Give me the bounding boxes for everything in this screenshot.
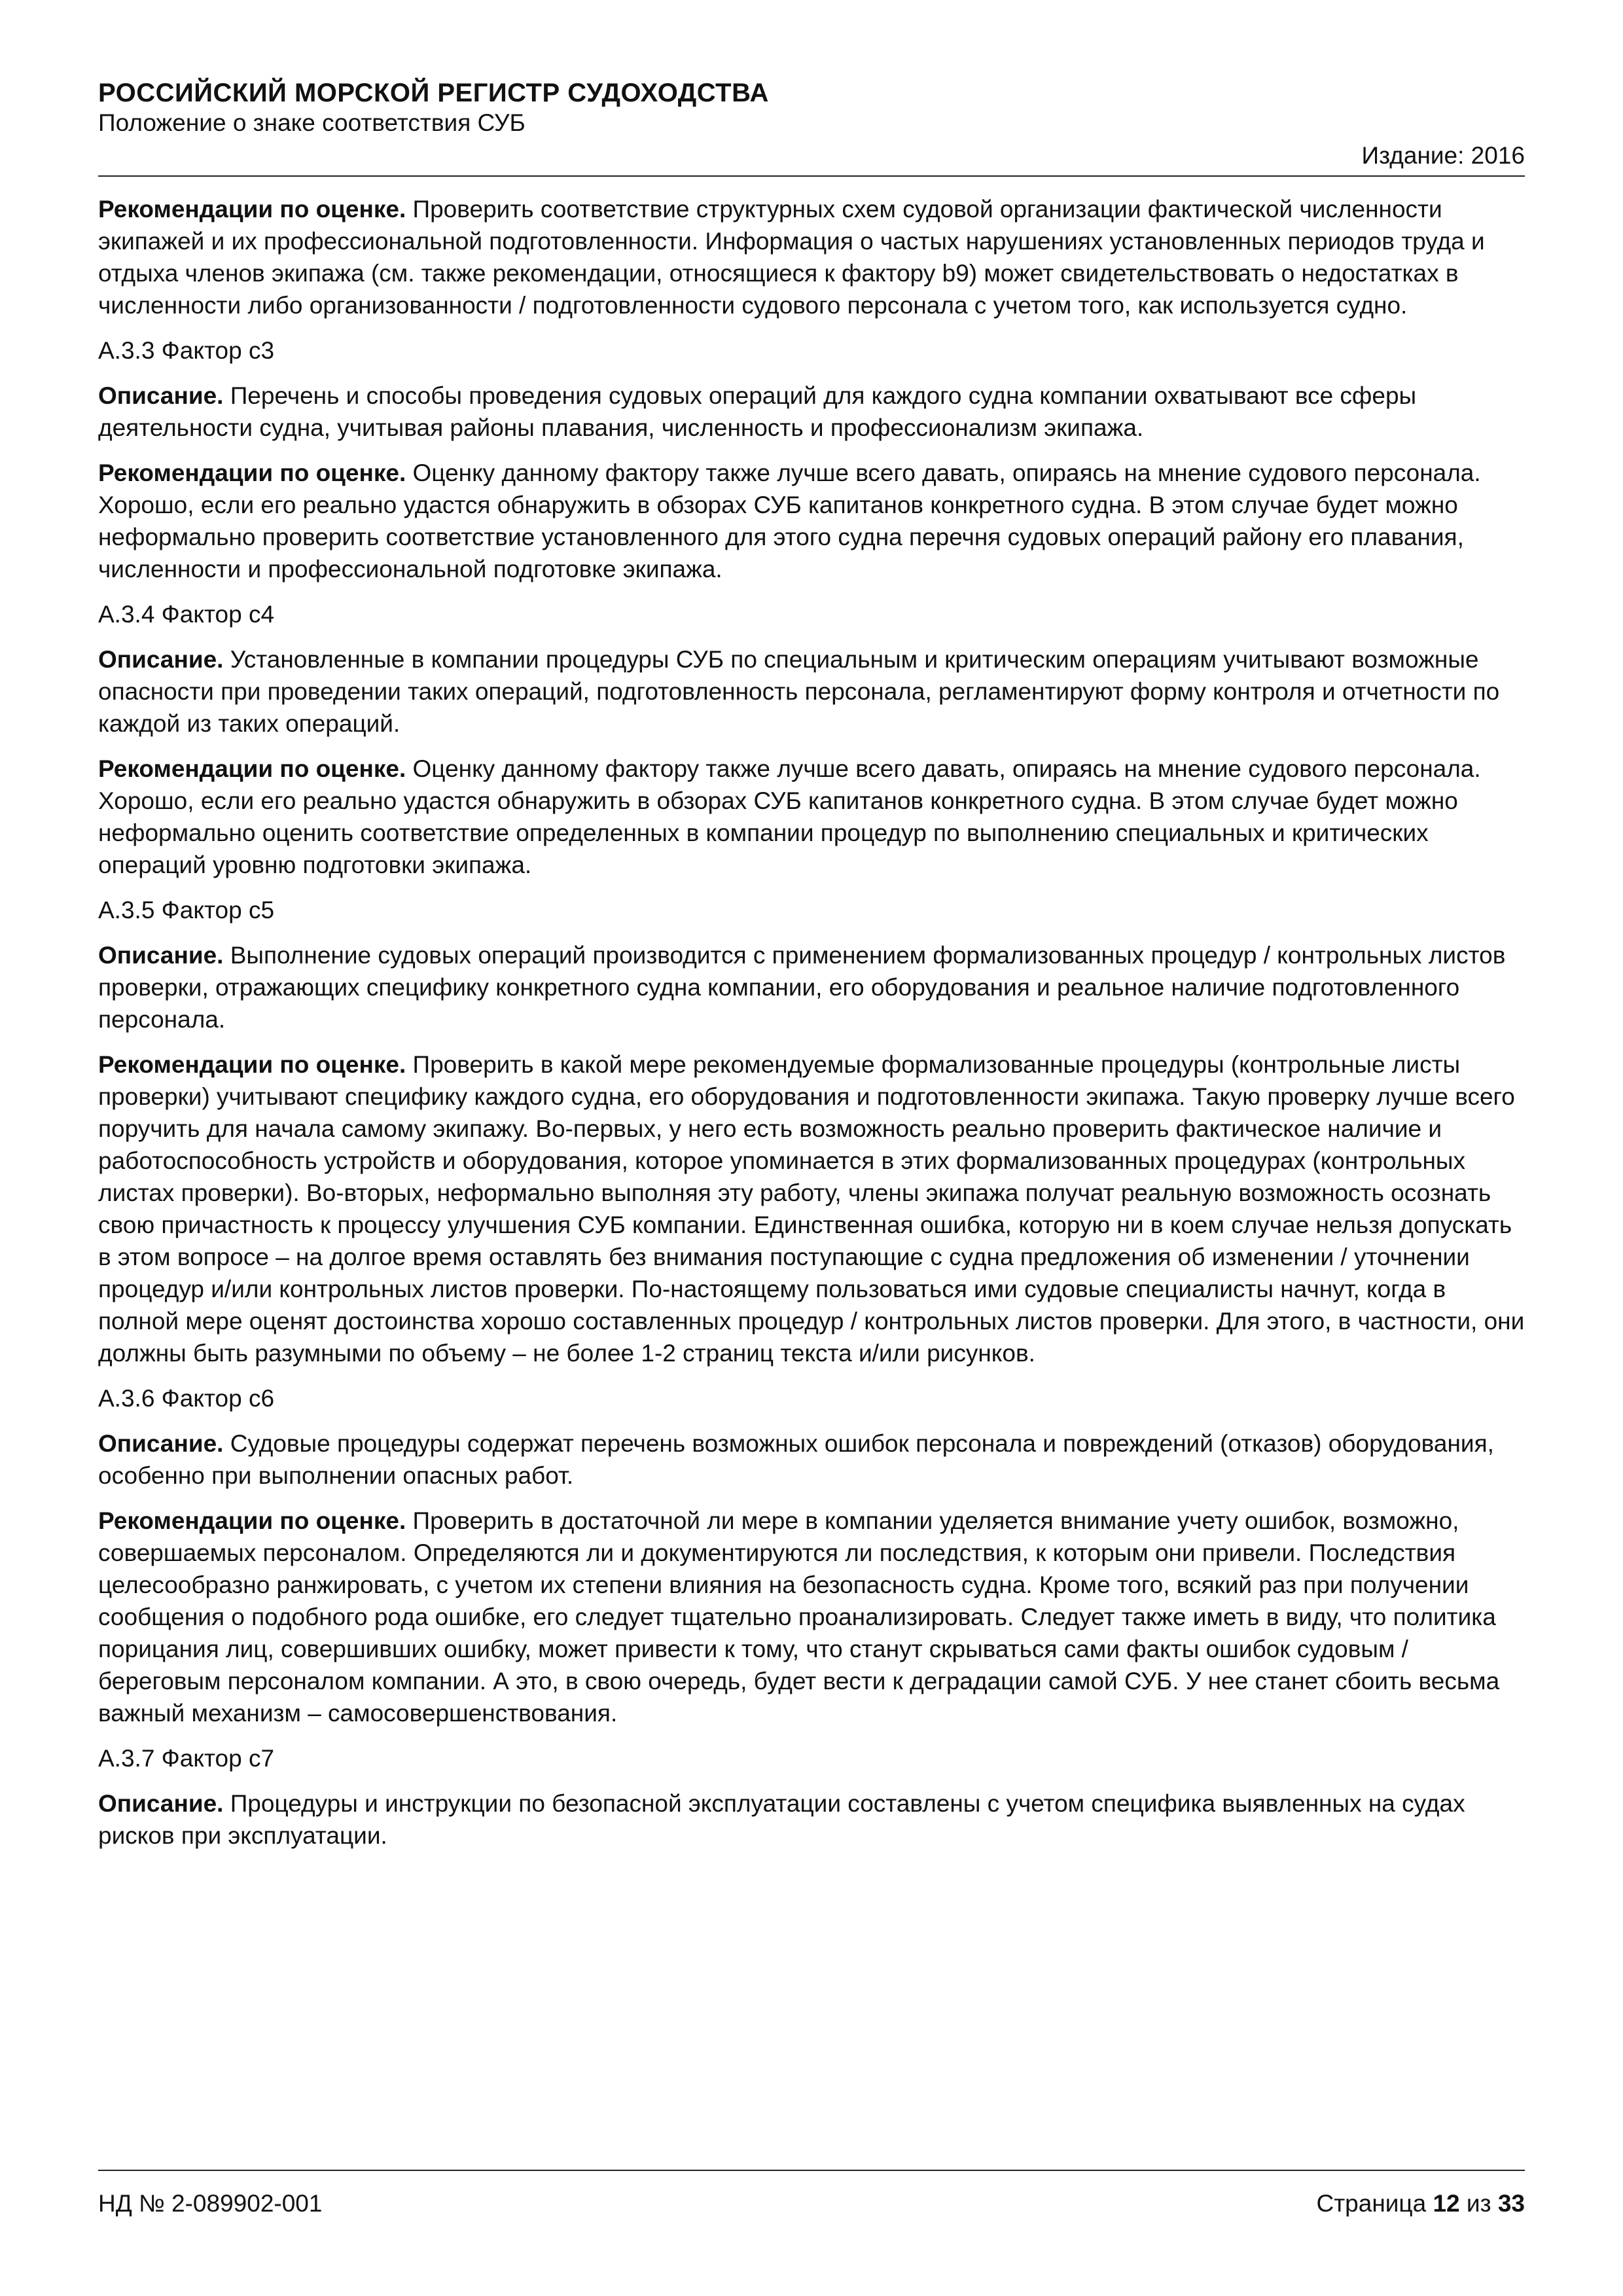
recommendation-label: Рекомендации по оценке. (98, 1507, 406, 1534)
organization-title: РОССИЙСКИЙ МОРСКОЙ РЕГИСТР СУДОХОДСТВА (98, 79, 769, 107)
description-label: Описание. (98, 942, 224, 969)
page-total: 33 (1497, 2190, 1525, 2217)
paragraph-recommendation (98, 1049, 1525, 1369)
paragraph-text: Оценку данному фактору также лучше всего давать, опираясь на мнение судового персонала. Хорошо, если его реально удастся обнаружить в обзорах СУБ капитанов конкретного судна. В этом случае будет можно неформально проверить соответствие установленного для этого судна перечня судовых операций району его плавания, численности и профессиональной подготовке экипажа. (98, 459, 1481, 583)
paragraph-description (98, 380, 1525, 444)
page-header (98, 77, 1525, 169)
paragraph-text: Оценку данному фактору также лучше всего давать, опираясь на мнение судового персонала. Хорошо, если его реально удастся обнаружить в обзорах СУБ капитанов конкретного судна. В этом случае будет можно неформально оценить соответствие определенных в компании процедур по выполнению специальных и критических операций уровню подготовки экипажа. (98, 755, 1481, 878)
paragraph-recommendation (98, 457, 1525, 585)
paragraph-text: Проверить соответствие структурных схем судовой организации фактической численности экипажей и их профессиональной подготовленности. Информация о частых нарушениях установленных периодов труда и отдыха членов экипажа (см. также рекомендации, относящиеся к фактору b9) может свидетельствовать о недостатках в численности либо организованности / подготовленности судового персонала с учетом того, как используется судно. (98, 196, 1485, 319)
main-content (98, 193, 1525, 1865)
document-number: НД № 2-089902-001 (98, 2190, 323, 2217)
description-label: Описание. (98, 382, 224, 409)
description-label: Описание. (98, 1430, 224, 1457)
section-heading-c7: А.3.7 Фактор с7 (98, 1745, 275, 1772)
description-label: Описание. (98, 646, 224, 673)
paragraph-recommendation (98, 753, 1525, 881)
header-divider (98, 175, 1525, 177)
paragraph-description (98, 1787, 1525, 1852)
section-heading-c4: А.3.4 Фактор с4 (98, 601, 275, 628)
recommendation-label: Рекомендации по оценке. (98, 755, 406, 782)
paragraph-description (98, 1427, 1525, 1492)
paragraph-text: Перечень и способы проведения судовых операций для каждого судна компании охватывают все сферы деятельности судна, учитывая районы плавания, численность и профессионализм экипажа. (98, 382, 1417, 441)
paragraph-recommendation (98, 1505, 1525, 1729)
paragraph-text: Процедуры и инструкции по безопасной эксплуатации составлены с учетом специфика выявленных на судах рисков при эксплуатации. (98, 1790, 1465, 1849)
paragraph-text: Проверить в достаточной ли мере в компании уделяется внимание учету ошибок, возможно, совершаемых персоналом. Определяются ли и документируются ли последствия, к которым они привели. Последствия целесообразно ранжировать, с учетом их степени влияния на безопасность судна. Кроме того, всякий раз при получении сообщения о подобного рода ошибке, его следует тщательно проанализировать. Следует также иметь в виду, что политика порицания лиц, совершивших ошибку, может привести к тому, что станут скрываться сами факты ошибок судовым / береговым персоналом компании. А это, в свою очередь, будет вести к деградации самой СУБ. У нее станет сбоить весьма важный механизм – самосовершенствования. (98, 1507, 1500, 1727)
section-heading-c3: А.3.3 Фактор с3 (98, 337, 275, 364)
page-word: Страница (1316, 2190, 1427, 2217)
section-heading-c6: А.3.6 Фактор с6 (98, 1385, 275, 1412)
paragraph-text: Судовые процедуры содержат перечень возможных ошибок персонала и повреждений (отказов) оборудования, особенно при выполнении опасных работ. (98, 1430, 1494, 1489)
paragraph-description (98, 643, 1525, 740)
page-current: 12 (1433, 2190, 1460, 2217)
recommendation-label: Рекомендации по оценке. (98, 1051, 406, 1078)
description-label: Описание. (98, 1790, 224, 1817)
page-of: из (1466, 2190, 1491, 2217)
recommendation-label: Рекомендации по оценке. (98, 459, 406, 486)
page-indicator (1317, 2189, 1525, 2218)
recommendation-label: Рекомендации по оценке. (98, 196, 406, 223)
edition-label: Издание: 2016 (1361, 142, 1525, 169)
paragraph-text: Проверить в какой мере рекомендуемые формализованные процедуры (контрольные листы проверки) учитывают специфику каждого судна, его оборудования и подготовленности экипажа. Такую проверку лучше всего поручить для начала самому экипажу. Во-первых, у него есть возможность реально проверить фактическое наличие и работоспособность устройств и оборудования, которое упоминается в этих формализованных процедурах (контрольных листах проверки). Во-вторых, неформально выполняя эту работу, члены экипажа получат реальную возможность осознать свою причастность к процессу улучшения СУБ компании. Единственная ошибка, которую ни в коем случае нельзя допускать в этом вопросе – на долгое время оставлять без внимания поступающие с судна предложения об изменении / уточнении процедур и/или контрольных листов проверки. По-настоящему пользоваться ими судовые специалисты начнут, когда в полной мере оценят достоинства хорошо составленных процедур / контрольных листов проверки. Для этого, в частности, они должны быть разумными по объему – не более 1-2 страниц текста и/или рисунков. (98, 1051, 1525, 1367)
paragraph-recommendation (98, 193, 1525, 321)
paragraph-text: Выполнение судовых операций производится с применением формализованных процедур / контрольных листов проверки, отражающих специфику конкретного судна компании, его оборудования и реальное наличие подготовленного персонала. (98, 942, 1506, 1033)
paragraph-description (98, 939, 1525, 1035)
footer-divider (98, 2170, 1525, 2171)
paragraph-text: Установленные в компании процедуры СУБ по специальным и критическим операциям учитывают возможные опасности при проведении таких операций, подготовленность персонала, регламентируют форму контроля и отчетности по каждой из таких операций. (98, 646, 1500, 737)
section-heading-c5: А.3.5 Фактор с5 (98, 897, 275, 924)
document-title: Положение о знаке соответствия СУБ (98, 109, 526, 136)
